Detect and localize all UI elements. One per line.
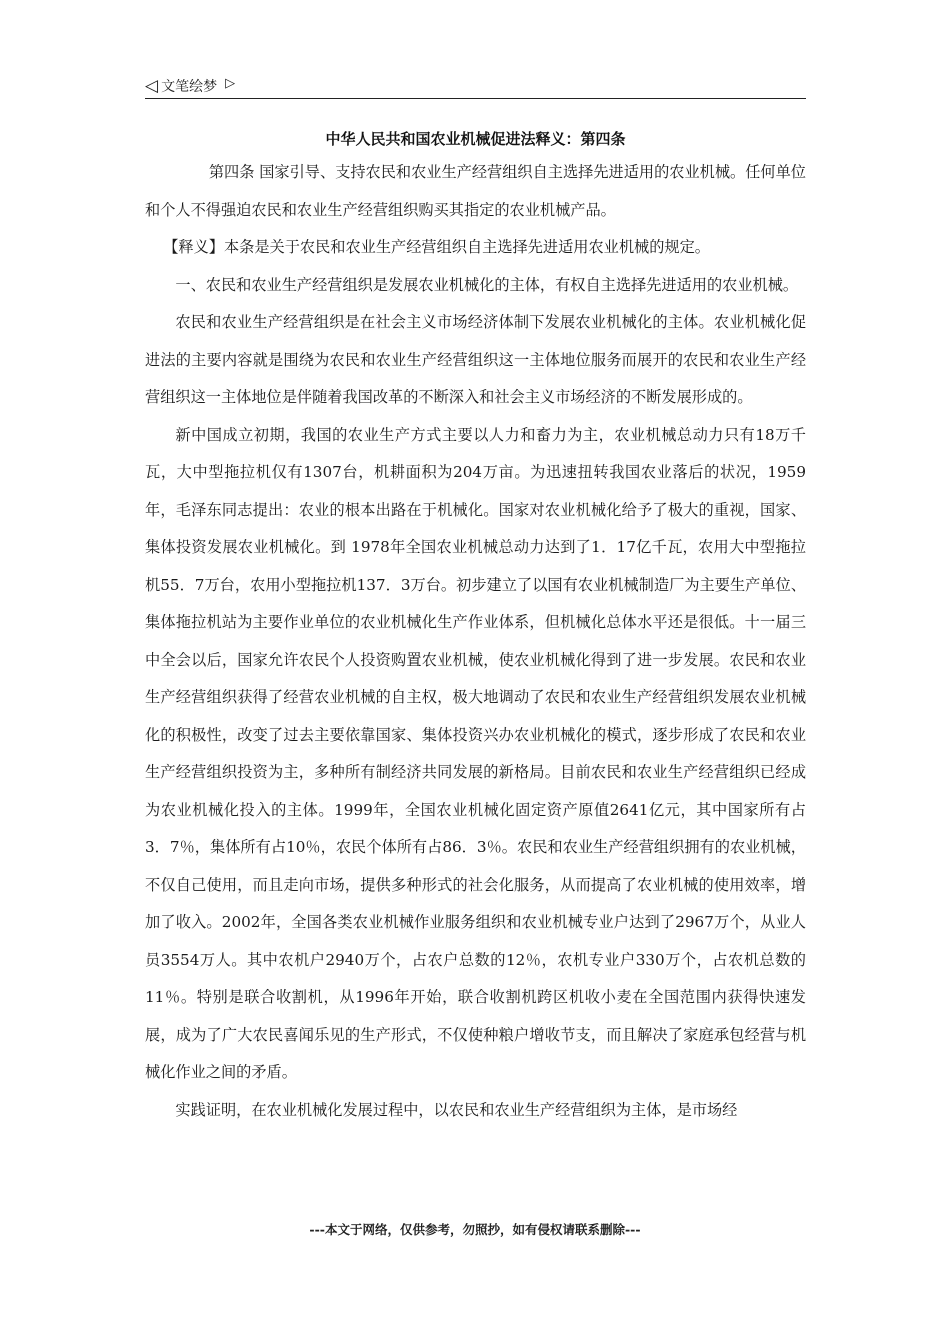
section-heading-paragraph: 一、农民和农业生产经营组织是发展农业机械化的主体，有权自主选择先进适用的农业机械。 (175, 275, 799, 294)
document-title: 中华人民共和国农业机械促进法释义：第四条 (325, 130, 626, 148)
page-header (145, 70, 806, 99)
footer-notice: ---本文于网络，仅供参考，勿照抄，如有侵权请联系删除--- (309, 1222, 641, 1237)
brand (145, 76, 235, 96)
body-paragraph: 农民和农业生产经营组织是在社会主义市场经济体制下发展农业机械化的主体。农业机械化促进法的主要内容就是围绕为农民和农业生产经营组织这一主体地位服务而展开的农民和农业生产经营组织这一主体地位是伴随着我国改革的不断深入和社会主义市场经济的不断发展形成的。 (145, 313, 806, 406)
body-paragraph: 新中国成立初期，我国的农业生产方式主要以人力和畜力为主，农业机械总动力只有18万千瓦，大中型拖拉机仅有1307台，机耕面积为204万亩。为迅速扭转我国农业落后的状况，1959年，毛泽东同志提出：农业的根本出路在于机械化。国家对农业机械化给予了极大的重视，国家、集体投资发展农业机械化。到 1978年全国农业机械总动力达到了1．17亿千瓦，农用大中型拖拉机55．7万台，农用小型拖拉机137．3万台。初步建立了以国有农业机械制造厂为主要生产单位、集体拖拉机站为主要作业单位的农业机械化生产作业体系，但机械化总体水平还是很低。十一届三中全会以后，国家允许农民个人投资购置农业机械，使农业机械化得到了进一步发展。农民和农业生产经营组织获得了经营农业机械的自主权，极大地调动了农民和农业生产经营组织发展农业机械化的积极性，改变了过去主要依靠国家、集体投资兴办农业机械化的模式，逐步形成了农民和农业生产经营组织投资为主，多种所有制经济共同发展的新格局。目前农民和农业生产经营组织已经成为农业机械化投入的主体。1999年，全国农业机械化固定资产原值2641亿元，其中国家所有占3．7％，集体所有占10％，农民个体所有占86．3％。农民和农业生产经营组织拥有的农业机械，不仅自己使用，而且走向市场，提供多种形式的社会化服务，从而提高了农业机械的使用效率，增加了收入。2002年，全国各类农业机械作业服务组织和农业机械专业户达到了2967万个，从业人员3554万人。其中农机户2940万个，占农户总数的12％，农机专业户330万个，占农机总数的11％。特别是联合收割机，从1996年开始，联合收割机跨区机收小麦在全国范围内获得快速发展，成为了广大农民喜闻乐见的生产形式，不仅使种粮户增收节支，而且解决了家庭承包经营与机械化作业之间的矛盾。 (145, 425, 806, 1081)
triangle-left-icon: ◁ (145, 75, 159, 96)
triangle-right-icon: ▷ (225, 75, 236, 91)
brand-name: 文笔绘梦 (161, 79, 218, 95)
interpretation-paragraph: 【释义】本条是关于农民和农业生产经营组织自主选择先进适用农业机械的规定。 (163, 238, 710, 256)
body-paragraph: 实践证明，在农业机械化发展过程中，以农民和农业生产经营组织为主体，是市场经 (175, 1100, 738, 1119)
document-body (145, 154, 806, 1129)
article-paragraph: 第四条 国家引导、支持农民和农业生产经营组织自主选择先进适用的农业机械。任何单位和个人不得强迫农民和农业生产经营组织购买其指定的农业机械产品。 (145, 163, 806, 219)
